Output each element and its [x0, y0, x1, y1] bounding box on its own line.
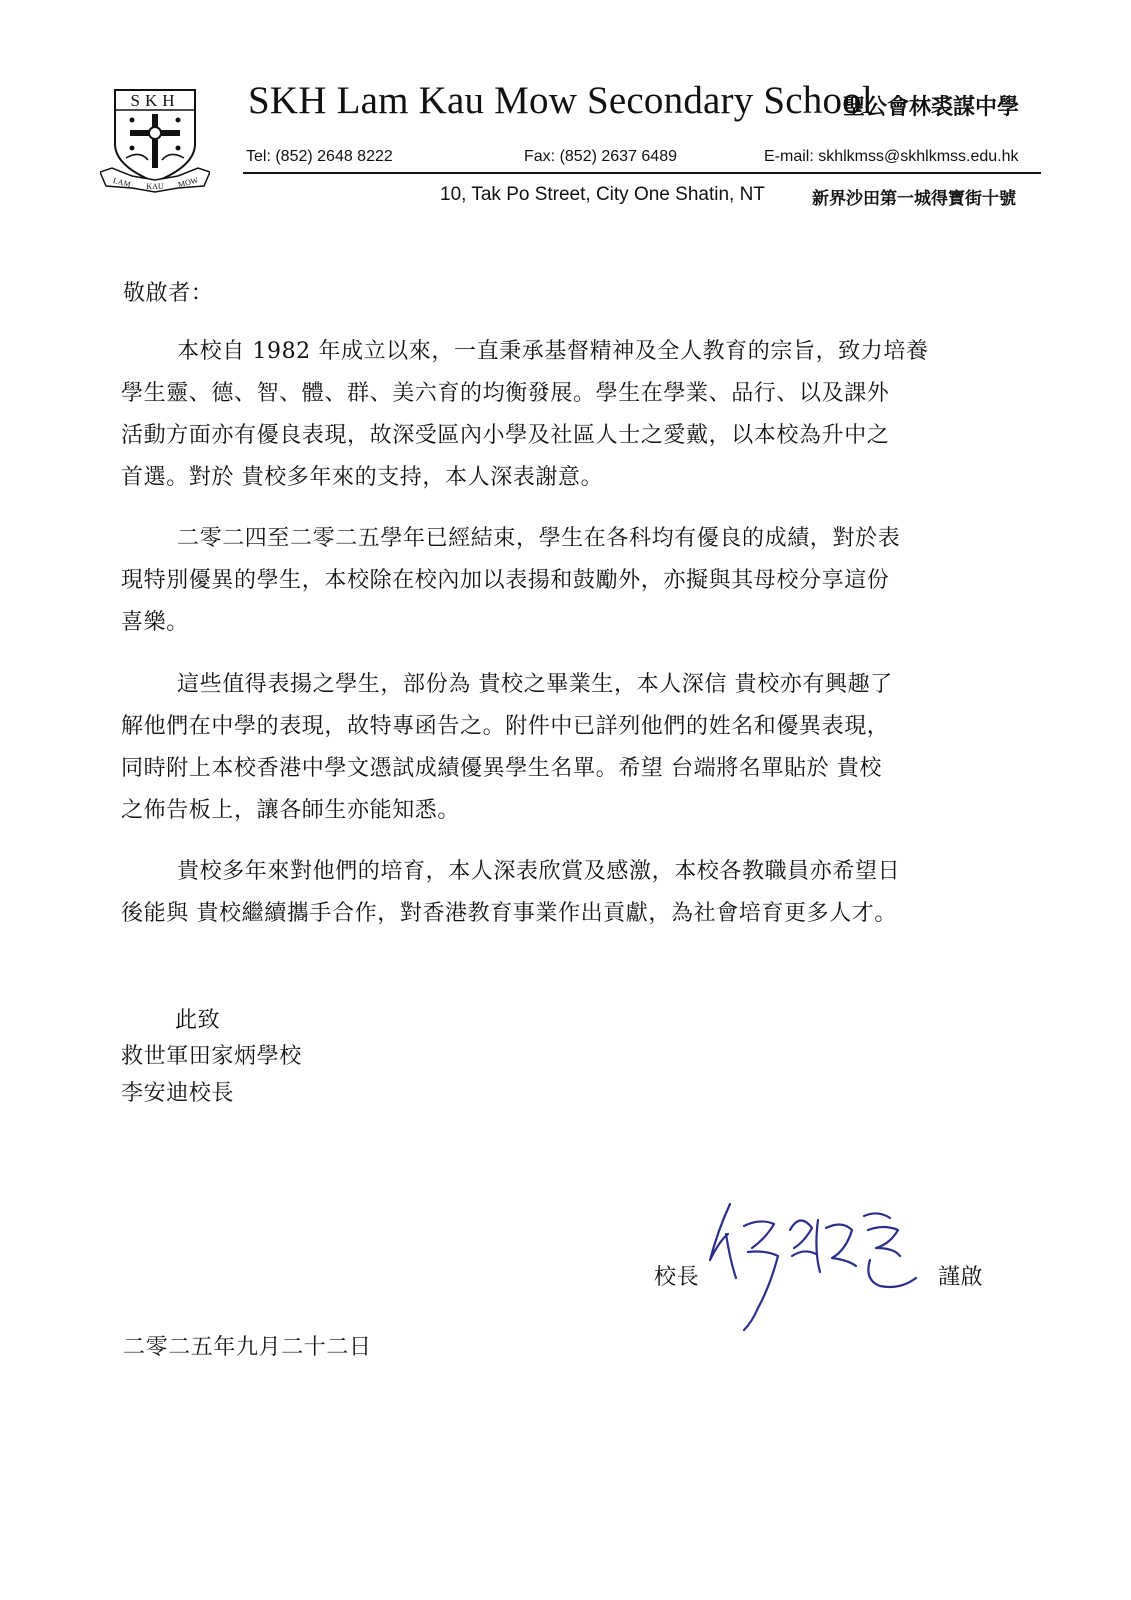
paragraph-line: 後能與 貴校繼續攜手合作，對香港教育事業作出貢獻，為社會培育更多人才。 — [121, 901, 897, 926]
school-name-zh: 聖公會林裘謀中學 — [843, 95, 1020, 120]
crest-banner-center: KAU — [146, 182, 164, 191]
paragraph-line: 解他們在中學的表現，故特專函告之。附件中已詳列他們的姓名和優異表現， — [121, 714, 890, 739]
paragraph-line: 同時附上本校香港中學文憑試成績優異學生名單。希望 台端將名單貼於 貴校 — [121, 756, 882, 781]
paragraph-2 — [121, 518, 1021, 644]
paragraph-line: 二零二四至二零二五學年已經結束，學生在各科均有優良的成績，對於表 — [177, 526, 901, 551]
paragraph-line: 現特別優異的學生，本校除在校內加以表揚和鼓勵外，亦擬與其母校分享這份 — [121, 568, 890, 593]
paragraph-1 — [121, 331, 1021, 499]
address-en: 10, Tak Po Street, City One Shatin, NT — [440, 184, 765, 205]
school-crest-logo — [100, 84, 210, 194]
salutation: 敬啟者： — [123, 281, 214, 306]
paragraph-line: 之佈告板上，讓各師生亦能知悉。 — [121, 798, 461, 823]
address-zh: 新界沙田第一城得寶街十號 — [812, 189, 1016, 209]
handwritten-signature — [700, 1190, 930, 1340]
paragraph-line: 本校自 1982 年成立以來，一直秉承基督精神及全人教育的宗旨，致力培養 — [177, 339, 929, 364]
letter-date: 二零二五年九月二十二日 — [123, 1335, 372, 1360]
school-name-en: SKH Lam Kau Mow Secondary School — [248, 79, 873, 122]
email: E-mail: skhlkmss@skhlkmss.edu.hk — [764, 148, 1019, 165]
telephone: Tel: (852) 2648 8222 — [246, 148, 393, 165]
paragraph-line: 首選。對於 貴校多年來的支持，本人深表謝意。 — [121, 465, 604, 490]
signoff-respectfully: 謹啟 — [938, 1265, 984, 1290]
crest-initials: SKH — [130, 91, 180, 110]
recipient-person: 李安迪校長 — [121, 1081, 235, 1106]
recipient-school: 救世軍田家炳學校 — [121, 1044, 302, 1069]
paragraph-line: 喜樂。 — [121, 610, 189, 635]
signoff-title: 校長 — [654, 1265, 700, 1290]
paragraph-line: 這些值得表揚之學生，部份為 貴校之畢業生，本人深信 貴校亦有興趣了 — [177, 672, 893, 697]
paragraph-3 — [121, 664, 1021, 832]
fax: Fax: (852) 2637 6489 — [524, 148, 677, 165]
crest-banner-left: LAM — [112, 175, 132, 190]
closing-phrase: 此致 — [175, 1008, 221, 1033]
crest-banner-right: MOW — [177, 175, 200, 190]
paragraph-line: 學生靈、德、智、體、群、美六育的均衡發展。學生在學業、品行、以及課外 — [121, 381, 890, 406]
paragraph-line: 貴校多年來對他們的培育，本人深表欣賞及感激，本校各教職員亦希望日 — [177, 859, 901, 884]
paragraph-4 — [121, 851, 1021, 935]
paragraph-line: 活動方面亦有優良表現，故深受區內小學及社區人士之愛戴，以本校為升中之 — [121, 423, 890, 448]
header-divider — [243, 172, 1041, 174]
